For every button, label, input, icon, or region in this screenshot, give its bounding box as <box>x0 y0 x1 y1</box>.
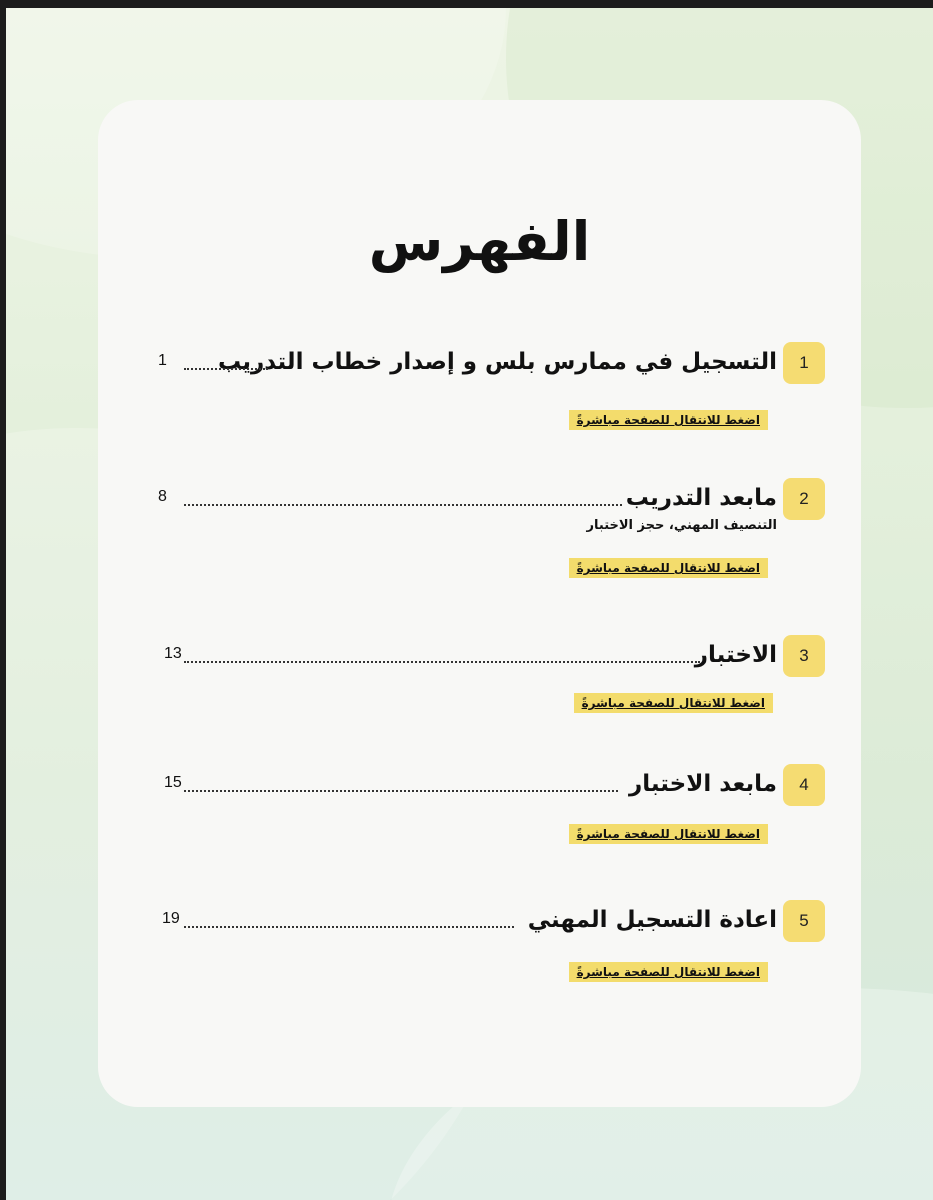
entry-heading[interactable]: الاختبار <box>694 642 777 668</box>
entry-number-badge: 5 <box>783 900 825 942</box>
go-to-page-link[interactable]: اضغط للانتقال للصفحة مباشرةً <box>574 693 773 713</box>
entry-page-number: 1 <box>158 352 167 369</box>
page-title: الفهرس <box>368 210 591 273</box>
dotted-leader <box>184 504 622 506</box>
entry-page-number: 19 <box>162 910 180 927</box>
entry-number-badge: 1 <box>783 342 825 384</box>
toc-entry <box>98 900 861 1010</box>
entry-number-badge: 2 <box>783 478 825 520</box>
entry-number-badge: 3 <box>783 635 825 677</box>
entry-page-number: 13 <box>164 645 182 662</box>
go-to-page-link[interactable]: اضغط للانتقال للصفحة مباشرةً <box>569 824 768 844</box>
entry-heading[interactable]: مابعد الاختبار <box>628 771 777 797</box>
go-to-page-link[interactable]: اضغط للانتقال للصفحة مباشرةً <box>569 558 768 578</box>
go-to-page-link[interactable]: اضغط للانتقال للصفحة مباشرةً <box>569 962 768 982</box>
entry-number-badge: 4 <box>783 764 825 806</box>
toc-card <box>98 100 861 1107</box>
dotted-leader <box>184 661 700 663</box>
entry-heading[interactable]: اعادة التسجيل المهني <box>527 907 777 933</box>
entry-page-number: 15 <box>164 774 182 791</box>
entry-page-number: 8 <box>158 488 167 505</box>
entry-heading[interactable]: مابعد التدريب <box>625 485 777 511</box>
toc-entry <box>98 764 861 874</box>
go-to-page-link[interactable]: اضغط للانتقال للصفحة مباشرةً <box>569 410 768 430</box>
dotted-leader <box>184 368 268 370</box>
entry-heading[interactable]: التسجيل في ممارس بلس و إصدار خطاب التدريب <box>218 349 777 375</box>
toc-entry <box>98 478 861 588</box>
page-background <box>6 8 933 1200</box>
toc-entry <box>98 342 861 452</box>
entry-subtitle: التنصيف المهني، حجز الاختبار <box>586 518 777 533</box>
dotted-leader <box>184 790 618 792</box>
dotted-leader <box>184 926 514 928</box>
toc-entry <box>98 635 861 745</box>
